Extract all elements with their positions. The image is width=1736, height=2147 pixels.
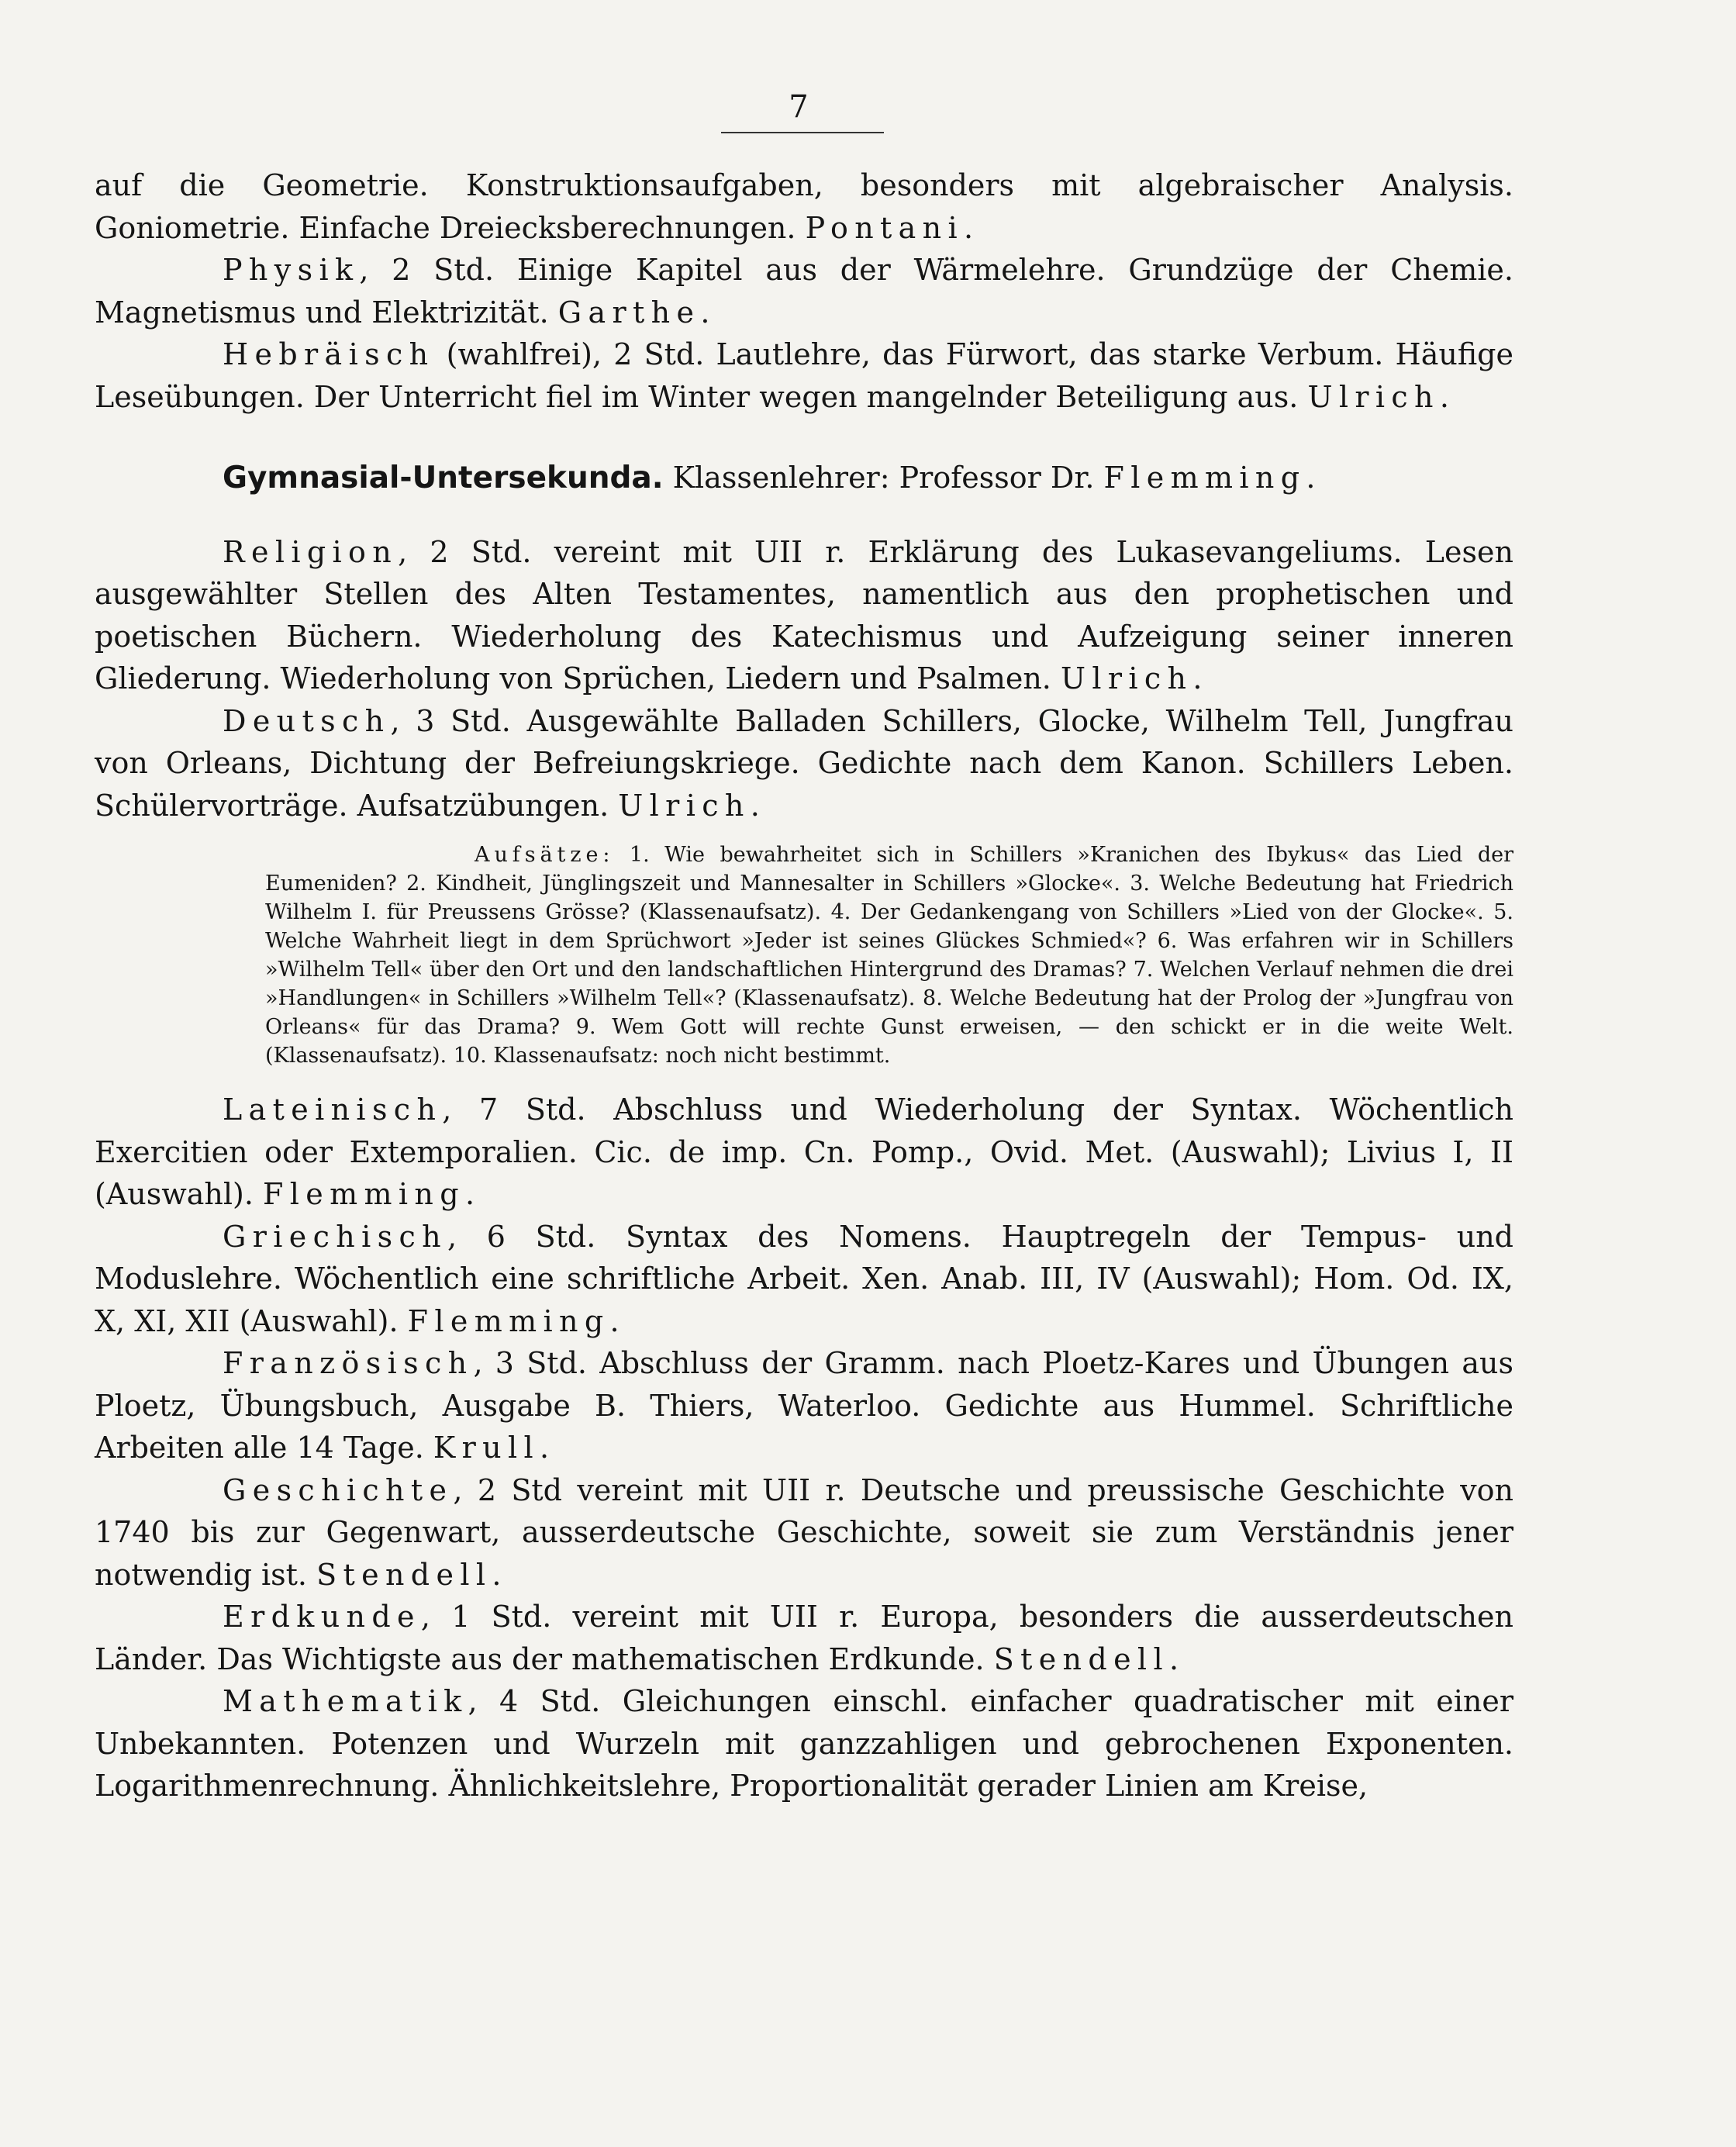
teacher-name: Ulrich [618, 788, 751, 823]
text: Klassenlehrer: Professor Dr. [663, 461, 1104, 495]
text: , 1 Std. vereint mit UII r. Europa, besonders die ausserdeutschen Länder. Das Wichtigste aus der mathematischen Erdkunde. [95, 1600, 1513, 1676]
paragraph-geschichte [95, 1469, 1513, 1596]
text: , 2 Std. vereint mit UII r. Erklärung des Lukasevangeliums. Lesen ausgewählter Stellen des Alten Testamentes, namentlich aus den prophetischen und poetischen Büchern. Wiederholung des Katechismus und Aufzeigung seiner inneren Gliederung. Wiederholung von Sprüchen, Liedern und Psalmen. [95, 534, 1513, 696]
text: . [609, 1303, 620, 1338]
text: . [1439, 379, 1449, 414]
subject-name: Lateinisch [223, 1092, 443, 1127]
text: . [540, 1431, 550, 1465]
subject-name: Religion [223, 534, 399, 569]
text: , 2 Std vereint mit UII r. Deutsche und preussische Geschichte von 1740 bis zur Gegenwart, ausserdeutsche Geschichte, soweit sie zum Verständnis jener notwendig ist. [95, 1472, 1513, 1592]
paragraph-hebraeisch [95, 333, 1513, 418]
teacher-name: Flemming [407, 1303, 610, 1338]
page-number: 7 [789, 89, 809, 125]
paragraph-franzoesisch [95, 1342, 1513, 1469]
body-text [95, 164, 1513, 1807]
subject-name: Französisch [223, 1346, 474, 1380]
teacher-name: Stendell [316, 1557, 492, 1592]
teacher-name: Pontani [805, 210, 965, 245]
teacher-name: Garthe [557, 295, 701, 330]
section-heading [95, 457, 1513, 500]
text: . [1168, 1641, 1179, 1676]
teacher-name: Stendell [993, 1641, 1169, 1676]
paragraph-religion [95, 531, 1513, 700]
text: , 4 Std. Gleichungen einschl. einfacher quadratischer mit einer Unbekannten. Potenzen und Wurzeln mit ganzzahligen und gebrochenen Exponenten. Logarithmenrechnung. Ähnlichkeitslehre, Proportionalität gerader Linien am Kreise, [95, 1684, 1513, 1803]
paragraph-griechisch [95, 1216, 1513, 1343]
text: , 3 Std. Ausgewählte Balladen Schillers, Glocke, Wilhelm Tell, Jungfrau von Orleans, Dichtung der Befreiungskriege. Gedichte nach dem Kanon. Schillers Leben. Schülervorträge. Aufsatzübungen. [95, 703, 1513, 823]
paragraph-lateinisch [95, 1089, 1513, 1216]
subject-name: Geschichte [223, 1472, 454, 1507]
paragraph-deutsch [95, 700, 1513, 827]
aufsaetze-list [265, 841, 1513, 1070]
subject-name: Hebräisch [223, 337, 435, 371]
teacher-name: Krull [433, 1431, 540, 1465]
text: . [492, 1557, 502, 1592]
paragraph-geometry [95, 164, 1513, 249]
text: , 2 Std. Einige Kapitel aus der Wärmelehre. Grundzüge der Chemie. Magnetismus und Elektrizität. [95, 253, 1513, 330]
text: . [750, 788, 760, 823]
subject-name: Griechisch [223, 1219, 447, 1254]
subject-name: Deutsch [223, 703, 391, 738]
text: . [1306, 461, 1316, 495]
paragraph-mathematik [95, 1680, 1513, 1807]
section-title: Gymnasial-Untersekunda. [223, 461, 664, 495]
text: auf die Geometrie. Konstruktionsaufgaben, besonders mit algebraischer Analysis. Goniometrie. Einfache Dreiecksberechnungen. [95, 168, 1513, 245]
text: 1. Wie bewahrheitet sich in Schillers »Kranichen des Ibykus« das Lied der Eumeniden? 2. Kindheit, Jünglingszeit und Mannesalter in Schillers »Glocke«. 3. Welche Bedeutung hat Friedrich Wilhelm I. für Preussens Grösse? (Klassenaufsatz). 4. Der Gedankengang von Schillers »Lied von der Glocke«. 5. Welche Wahrheit liegt in dem Sprüchwort »Jeder ist seines Glückes Schmied«? 6. Was erfahren wir in Schillers »Wilhelm Tell« über den Ort und den landschaftlichen Hintergrund des Dramas? 7. Welchen Verlauf nehmen die drei »Handlungen« in Schillers »Wilhelm Tell«? (Klassenaufsatz). 8. Welche Bedeutung hat der Prolog der »Jungfrau von Orleans« für das Drama? 9. Wem Gott will rechte Gunst erweisen, — den schickt er in die weite Welt. (Klassenaufsatz). 10. Klassenaufsatz: noch nicht bestimmt. [265, 843, 1513, 1068]
page-number-rule [721, 132, 884, 133]
text: (wahlfrei), 2 Std. Lautlehre, das Fürwort, das starke Verbum. Häufige Leseübungen. Der Unterricht fiel im Winter wegen mangelnder Beteiligung aus. [95, 337, 1513, 414]
aufsaetze-label: Aufsätze: [475, 843, 615, 867]
text: . [464, 1177, 475, 1211]
paragraph-erdkunde [95, 1596, 1513, 1680]
text: , 6 Std. Syntax des Nomens. Hauptregeln der Tempus- und Moduslehre. Wöchentlich eine schriftliche Arbeit. Xen. Anab. III, IV (Auswahl); Hom. Od. IX, X, XI, XII (Auswahl). [95, 1219, 1513, 1338]
subject-name: Physik [223, 253, 360, 287]
text: . [700, 295, 710, 330]
paragraph-physik [95, 249, 1513, 333]
text: , 7 Std. Abschluss und Wiederholung der Syntax. Wöchentlich Exercitien oder Extemporalien. Cic. de imp. Cn. Pomp., Ovid. Met. (Auswahl); Livius I, II (Auswahl). [95, 1092, 1513, 1211]
text: . [964, 210, 974, 245]
subject-name: Erdkunde [223, 1600, 421, 1634]
teacher-name: Flemming [263, 1177, 465, 1211]
teacher-name: Flemming [1103, 461, 1306, 495]
subject-name: Mathematik [223, 1684, 468, 1718]
teacher-name: Ulrich [1307, 379, 1440, 414]
text: , 3 Std. Abschluss der Gramm. nach Ploetz-Kares und Übungen aus Ploetz, Übungsbuch, Ausgabe B. Thiers, Waterloo. Gedichte aus Hummel. Schriftliche Arbeiten alle 14 Tage. [95, 1346, 1513, 1465]
text: . [1192, 661, 1203, 696]
teacher-name: Ulrich [1060, 661, 1193, 696]
